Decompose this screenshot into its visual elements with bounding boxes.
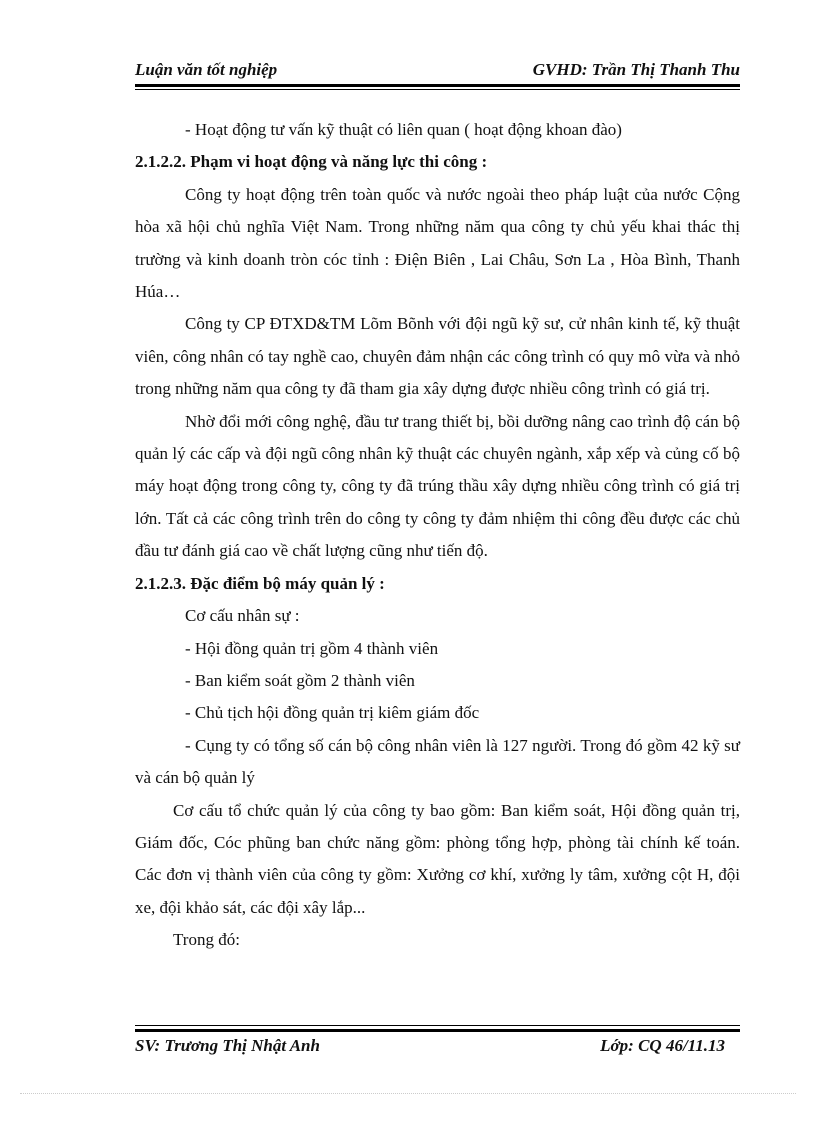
list-item: - Cụng ty có tổng số cán bộ công nhân viên là 127 người. Trong đó gồm 42 kỹ sư và cán bộ quản lý [135, 735, 740, 788]
header-advisor: GVHD: Trần Thị Thanh Thu [532, 60, 740, 79]
page-header [135, 60, 740, 82]
page-footer [135, 1036, 725, 1058]
list-item: - Chủ tịch hội đồng quản trị kiêm giám đốc [185, 703, 480, 723]
list-item: - Hội đồng quản trị gồm 4 thành viên [185, 638, 439, 658]
staff-structure-intro: Cơ cấu nhân sự : [185, 606, 300, 626]
page-body [135, 114, 740, 957]
footer-student-name: SV: Trương Thị Nhật Anh [135, 1036, 320, 1055]
footer-rule-thin [135, 1025, 740, 1026]
paragraph-innovation: Nhờ đổi mới công nghệ, đầu tư trang thiết bị, bồi dưỡng nâng cao trình độ cán bộ quản lý các cấp và đội ngũ công nhân kỹ thuật các chuyên ngành, xắp xếp và củng cố bộ máy hoạt động trong công ty, công ty đã trúng thầu xây dựng nhiều công trình có giá trị lớn. Tất cả các công trình trên do công ty công ty đảm nhiệm thi công đều được các chủ đầu tư đánh giá cao về chất lượng cũng như tiến độ. [135, 411, 740, 561]
page-edge-divider [20, 1093, 796, 1094]
paragraph-scope: Công ty hoạt động trên toàn quốc và nước ngoài theo pháp luật của nước Cộng hòa xã hội chủ nghĩa Việt Nam. Trong những năm qua công ty chủ yếu khai thác thị trường và kinh doanh tròn cóc tỉnh : Điện Biên , Lai Châu, Sơn La , Hòa Bình, Thanh Húa… [135, 184, 740, 302]
section-heading-management: 2.1.2.3. Đặc điểm bộ máy quản lý : [135, 573, 385, 593]
paragraph-staff-quality: Công ty CP ĐTXD&TM Lõm Bõnh với đội ngũ kỹ sư, cử nhân kinh tế, kỹ thuật viên, công nhân có tay nghề cao, chuyên đảm nhận các công trình có quy mô vừa và nhỏ trong những năm qua công ty đã tham gia xây dựng được nhiều công trình có giá trị. [135, 314, 740, 399]
list-item: - Ban kiểm soát gồm 2 thành viên [185, 670, 415, 690]
section-heading-scope: 2.1.2.2. Phạm vi hoạt động và năng lực thi công : [135, 152, 488, 172]
paragraph-in-which: Trong đó: [173, 930, 240, 950]
paragraph-org-structure: Cơ cấu tổ chức quản lý của công ty bao gồm: Ban kiểm soát, Hội đồng quản trị, Giám đốc, Cóc phũng ban chức năng gồm: phòng tổng hợp, phòng tài chính kế toán. Các đơn vị thành viên của công ty gồm: Xưởng cơ khí, xưởng ly tâm, xưởng cột H, đội xe, đội khảo sát, các đội xây lắp... [135, 800, 740, 917]
footer-class: Lớp: CQ 46/11.13 [600, 1036, 725, 1055]
footer-rule-thick [135, 1029, 740, 1032]
activity-line: - Hoạt động tư vấn kỹ thuật có liên quan ( hoạt động khoan đào) [185, 120, 622, 139]
header-rule-thick [135, 84, 740, 87]
header-thesis-title: Luận văn tốt nghiệp [135, 60, 278, 79]
header-rule-thin [135, 89, 740, 90]
